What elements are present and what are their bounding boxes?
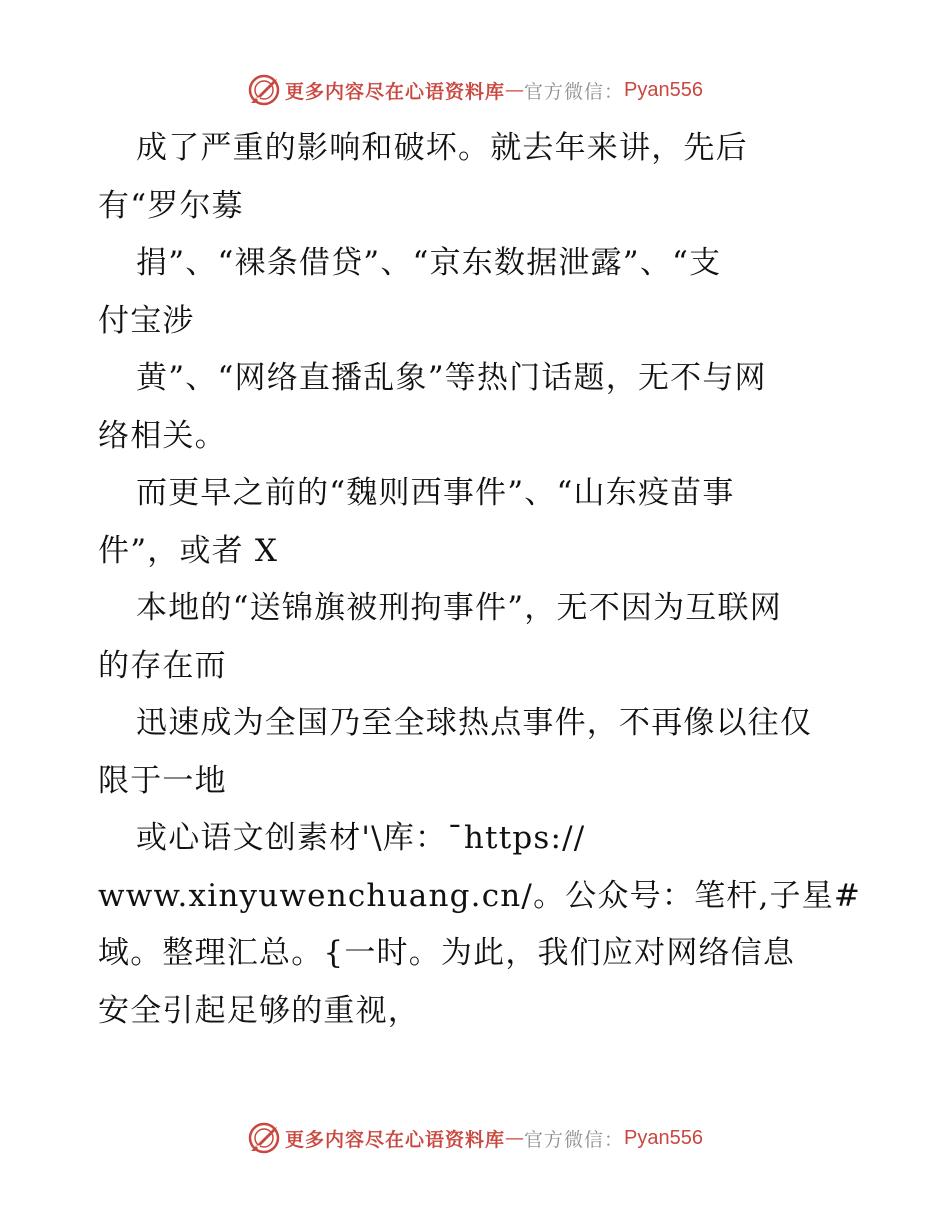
body-line: 络相关。 <box>98 417 227 454</box>
document-body <box>98 120 868 1040</box>
header-brand-text: 更多内容尽在心语资料库 <box>285 80 506 103</box>
body-line: www.xinyuwenchuang.cn/。公众号：笔杆,子星# <box>98 877 862 914</box>
body-line: 件”，或者 X <box>98 532 279 569</box>
header-official-label: 官方微信： <box>524 80 625 103</box>
body-line: 有“罗尔募 <box>98 187 244 224</box>
brand-logo-icon <box>247 73 281 107</box>
body-line: 而更早之前的“魏则西事件”、“山东疫苗事 <box>136 475 735 511</box>
body-line: 限于一地 <box>98 762 227 799</box>
body-line: 黄”、“网络直播乱象”等热门话题，无不与网 <box>136 360 767 396</box>
body-line: 成了严重的影响和破坏。就去年来讲，先后 <box>136 130 748 166</box>
body-line: 迅速成为全国乃至全球热点事件，不再像以往仅 <box>136 705 813 741</box>
footer-separator: — <box>505 1127 525 1149</box>
footer-wechat-id: Pyan556 <box>624 1126 703 1149</box>
body-line: 捐”、“裸条借贷”、“京东数据泄露”、“支 <box>136 245 722 281</box>
page-footer <box>0 1118 950 1158</box>
body-line: 安全引起足够的重视， <box>98 992 420 1029</box>
body-line: 本地的“送锦旗被刑拘事件”，无不因为互联网 <box>136 590 782 626</box>
body-line: 域。整理汇总。{一时。为此，我们应对网络信息 <box>98 935 796 971</box>
brand-logo-icon <box>247 1121 281 1155</box>
body-line: 的存在而 <box>98 647 227 684</box>
footer-official-label: 官方微信： <box>524 1128 625 1151</box>
page-header <box>0 70 950 110</box>
body-line: 付宝涉 <box>98 302 195 339</box>
header-separator: — <box>505 79 525 101</box>
body-line: 或心语文创素材'\库：¯https:// <box>136 820 586 856</box>
header-wechat-id: Pyan556 <box>624 78 703 101</box>
footer-brand-text: 更多内容尽在心语资料库 <box>285 1128 506 1151</box>
